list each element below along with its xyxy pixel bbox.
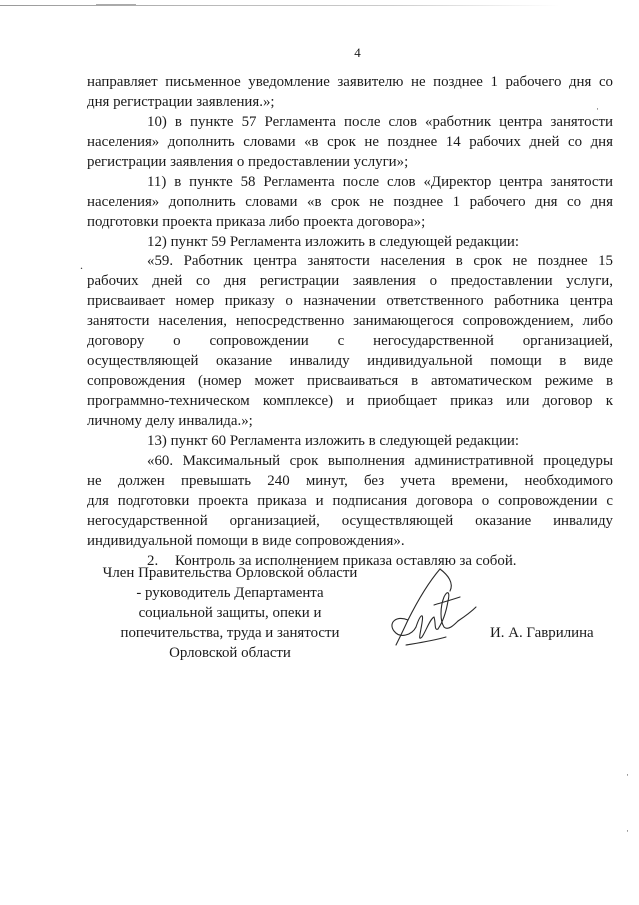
- text-line: 11) в пункте 58 Регламента после слов «Директор центра занятости: [147, 173, 613, 190]
- text-line: личному делу инвалида.»;: [87, 412, 253, 429]
- item-number: 2.: [147, 552, 159, 569]
- text-line: рабочих дней со дня регистрации заявления о предоставлении услуги,: [87, 273, 613, 290]
- signatory-name: И. А. Гаврилина: [490, 625, 594, 641]
- text-line: 12) пункт 59 Регламента изложить в следующей редакции:: [147, 233, 520, 250]
- text-line: направляет письменное уведомление заявителю не позднее 1 рабочего дня со: [87, 74, 613, 90]
- text-line: сопровождения (номер может присваиваться в автоматическом режиме в: [87, 373, 613, 390]
- signatory-title-line: социальной защиты, опеки и: [138, 604, 322, 621]
- text-line: подготовки проекта приказа либо проекта договора»;: [87, 213, 426, 230]
- text-line: присваивает номер приказу о назначении ответственного работника центра: [87, 293, 613, 310]
- scan-speck: ·: [626, 826, 629, 836]
- signatory-title: [60, 564, 400, 664]
- text-line: для подготовки проекта приказа и подписания договора о сопровождении с: [87, 492, 613, 509]
- handwritten-signature: [378, 565, 488, 655]
- page-number: 4: [354, 45, 361, 60]
- document-body: [87, 73, 613, 571]
- text-line: «60. Максимальный срок выполнения административной процедуры: [147, 452, 613, 469]
- signatory-title-line: - руководитель Департамента: [136, 584, 324, 601]
- text-line: населения» дополнить словами «в срок не позднее 14 рабочих дней со дня: [87, 133, 613, 150]
- text-line: 10) в пункте 57 Регламента после слов «работник центра занятости: [147, 113, 613, 130]
- signatory-title-line: Орловской области: [169, 644, 291, 661]
- text-line: индивидуальной помощи в виде сопровождения».: [87, 532, 405, 549]
- text-line: регистрации заявления о предоставлении услуги»;: [87, 153, 409, 170]
- text-line: населения» дополнить словами «в срок не позднее 1 рабочего дня со дня: [87, 193, 613, 210]
- item-text: Контроль за исполнением приказа оставляю за собой.: [175, 552, 517, 569]
- text-line: «59. Работник центра занятости населения в срок не позднее 15: [147, 253, 613, 270]
- scan-speck: ·: [596, 104, 599, 114]
- text-line: негосударственной организацией, осуществляющей оказание инвалиду: [87, 512, 613, 529]
- text-line: 13) пункт 60 Регламента изложить в следующей редакции:: [147, 432, 520, 449]
- signatory-title-line: Член Правительства Орловской области: [102, 565, 358, 581]
- signatory-title-line: попечительства, труда и занятости: [120, 624, 340, 641]
- scan-speck: ·: [626, 770, 629, 780]
- text-line: осуществляющей оказание инвалиду индивидуальной помощи в виде: [87, 353, 613, 370]
- text-line: программно-техническом комплексе) и приобщает приказ или договор к: [87, 393, 613, 409]
- text-line: не должен превышать 240 минут, без учета времени, необходимого: [87, 472, 613, 489]
- scan-edge-artifact: [0, 4, 639, 7]
- text-line: договору о сопровождении с негосударственной организацией,: [87, 333, 613, 350]
- scan-speck: .: [80, 258, 83, 272]
- text-line: дня регистрации заявления.»;: [87, 93, 275, 110]
- text-line: занятости населения, непосредственно занимающегося сопровождением, либо: [87, 313, 613, 330]
